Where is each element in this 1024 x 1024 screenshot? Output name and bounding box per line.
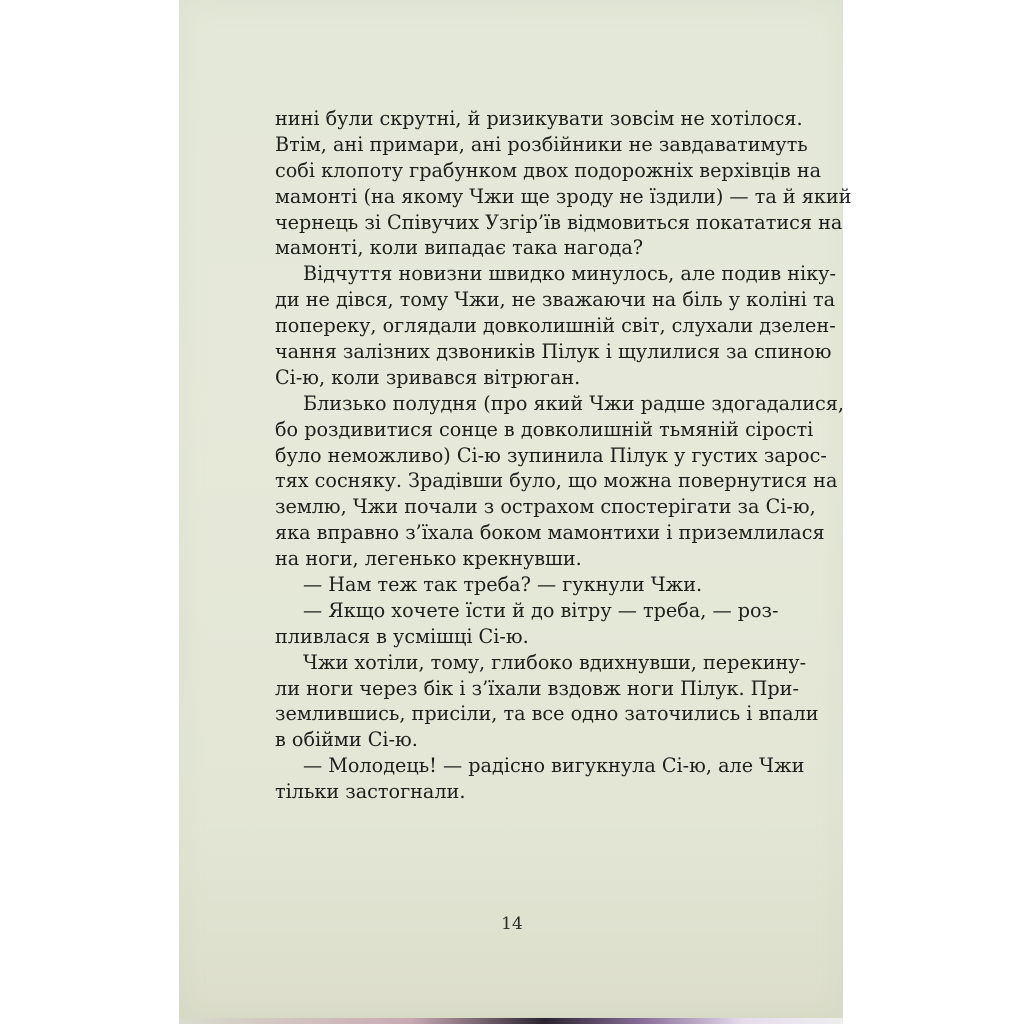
text-line: Втім, ані примари, ані розбійники не завдаватимуть <box>275 132 808 156</box>
text-line: — Якщо хочете їсти й до вітру — треба, — роз- <box>303 598 779 622</box>
text-line: чернець зі Співучих Узгір’їв відмовиться покататися на <box>275 210 843 234</box>
dialogue-paragraph <box>275 598 779 650</box>
text-line: Близько полудня (про який Чжи радше здогадалися, <box>303 391 844 415</box>
text-line: ди не дівся, тому Чжи, не зважаючи на біль у коліні та <box>275 288 836 312</box>
text-line: землю, Чжи почали з острахом спостерігати за Сі-ю, <box>275 495 816 519</box>
text-line: мамонті (на якому Чжи ще зроду не їздили) — та й який <box>275 184 852 208</box>
page-bottom-edge <box>179 1018 843 1024</box>
text-line: було неможливо) Сі-ю зупинила Пілук у густих зарос- <box>275 443 827 467</box>
text-line: собі клопоту грабунком двох подорожніх верхівців на <box>275 158 822 182</box>
text-line: Відчуття новизни швидко минулось, але подив ніку- <box>303 262 836 286</box>
text-line: бо роздивитися сонце в довколишній тьмяній сірості <box>275 417 814 441</box>
paragraph <box>275 106 852 261</box>
page-number: 14 <box>501 914 523 934</box>
text-line: пливлася в усмішці Сі-ю. <box>275 624 529 648</box>
text-line: яка вправно з’їхала боком мамонтихи і приземлилася <box>275 521 825 545</box>
text-line: — Молодець! — радісно вигукнула Сі-ю, але Чжи <box>303 754 805 778</box>
text-line: нині були скрутні, й ризикувати зовсім не хотілося. <box>275 107 803 130</box>
dialogue-paragraph <box>275 572 766 598</box>
text-line: землившись, присіли, та все одно заточились і впали <box>275 702 819 726</box>
text-line: в обійми Сі-ю. <box>275 728 418 752</box>
text-line: Сі-ю, коли зривався вітрюган. <box>275 365 581 389</box>
paragraph <box>275 650 819 754</box>
text-line: Чжи хотіли, тому, глибоко вдихнувши, перекину- <box>303 650 807 674</box>
text-line: мамонті, коли випадає така нагода? <box>275 236 644 260</box>
dialogue-paragraph <box>275 753 805 805</box>
text-line: чання залізних дзвоників Пілук і щулилися за спиною <box>275 340 832 364</box>
text-line: ли ноги через бік і з’їхали вздовж ноги Пілук. При- <box>275 676 799 700</box>
text-line: попереку, оглядали довколишній світ, слухали дзелен- <box>275 314 836 338</box>
text-line: тільки застогнали. <box>275 780 466 804</box>
text-line: — Нам теж так треба? — гукнули Чжи. <box>303 573 703 597</box>
paragraph <box>275 261 836 390</box>
text-line: тях сосняку. Зрадівши було, що можна повернутися на <box>275 469 838 493</box>
body-text <box>275 106 852 805</box>
paragraph <box>275 391 844 572</box>
text-line: на ноги, легенько крекнувши. <box>275 547 582 571</box>
